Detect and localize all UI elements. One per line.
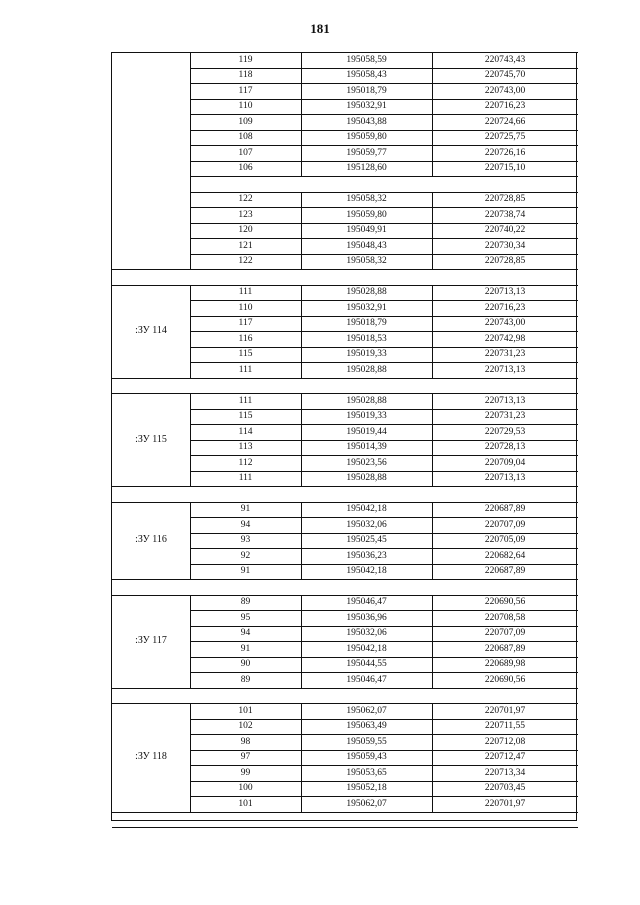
point-number-cell: 115 <box>238 349 253 359</box>
point-number-cell: 111 <box>238 364 253 375</box>
land-plot-label: :ЗУ 118 <box>135 751 167 763</box>
column-rule <box>432 393 433 486</box>
group-rule <box>112 269 578 270</box>
x-coordinate-cell: 195053,65 <box>346 767 387 778</box>
y-coordinate-cell: 220682,64 <box>484 550 526 561</box>
y-coordinate-cell: 220740,22 <box>484 225 526 235</box>
x-coordinate-cell: 195042,18 <box>346 643 387 654</box>
y-coordinate-cell: 220731,23 <box>484 349 526 359</box>
column-rule <box>432 502 433 580</box>
column-rule <box>301 285 302 378</box>
column-rule <box>301 52 302 176</box>
column-rule <box>301 502 302 580</box>
x-coordinate-cell: 195032,91 <box>346 101 387 111</box>
group-rule <box>112 579 578 580</box>
y-coordinate-cell: 220713,13 <box>484 364 526 375</box>
x-coordinate-cell: 195028,88 <box>346 473 387 483</box>
point-number-cell: 123 <box>238 209 253 220</box>
point-number-cell: 99 <box>240 767 251 778</box>
y-coordinate-cell: 220724,66 <box>484 116 526 127</box>
x-coordinate-cell: 195059,43 <box>346 752 387 762</box>
x-coordinate-cell: 195128,60 <box>346 163 387 173</box>
column-rule <box>301 595 302 688</box>
y-coordinate-cell: 220743,00 <box>484 318 526 328</box>
x-coordinate-cell: 195023,56 <box>346 457 387 468</box>
point-number-cell: 91 <box>240 643 251 654</box>
x-coordinate-cell: 195063,49 <box>346 721 387 731</box>
y-coordinate-cell: 220703,45 <box>484 783 526 793</box>
point-number-cell: 113 <box>238 442 253 452</box>
x-coordinate-cell: 195062,07 <box>346 798 387 809</box>
x-coordinate-cell: 195019,44 <box>346 426 387 437</box>
y-coordinate-cell: 220713,13 <box>484 395 526 406</box>
point-number-cell: 120 <box>238 225 253 235</box>
column-rule <box>190 502 191 580</box>
group-rule <box>112 688 578 689</box>
y-coordinate-cell: 220728,13 <box>484 442 526 452</box>
y-coordinate-cell: 220701,97 <box>484 705 526 716</box>
x-coordinate-cell: 195042,18 <box>346 566 387 576</box>
y-coordinate-cell: 220743,43 <box>484 54 526 65</box>
column-rule <box>301 393 302 486</box>
x-coordinate-cell: 195058,43 <box>346 70 387 80</box>
x-coordinate-cell: 195025,45 <box>346 535 387 545</box>
x-coordinate-cell: 195032,06 <box>346 519 387 530</box>
x-coordinate-cell: 195019,33 <box>346 411 387 421</box>
y-coordinate-cell: 220742,98 <box>484 333 526 344</box>
column-rule <box>190 285 191 378</box>
x-coordinate-cell: 195058,32 <box>346 194 387 204</box>
column-rule <box>432 192 433 270</box>
point-number-cell: 122 <box>238 256 253 266</box>
point-number-cell: 101 <box>238 798 253 809</box>
column-rule <box>190 595 191 688</box>
y-coordinate-cell: 220743,00 <box>484 85 526 96</box>
x-coordinate-cell: 195014,39 <box>346 442 387 452</box>
y-coordinate-cell: 220713,13 <box>484 287 526 297</box>
y-coordinate-cell: 220711,55 <box>484 721 526 731</box>
column-rule <box>190 393 191 486</box>
y-coordinate-cell: 220713,13 <box>484 473 526 483</box>
point-number-cell: 89 <box>240 674 251 685</box>
x-coordinate-cell: 195036,96 <box>346 612 387 623</box>
column-rule <box>432 703 433 812</box>
group-rule <box>112 812 578 813</box>
y-coordinate-cell: 220730,34 <box>484 240 526 251</box>
point-number-cell: 119 <box>238 54 253 65</box>
point-number-cell: 92 <box>240 550 251 561</box>
point-number-cell: 109 <box>238 116 253 127</box>
group-rule <box>112 486 578 487</box>
y-coordinate-cell: 220707,09 <box>484 519 526 530</box>
land-plot-label: :ЗУ 115 <box>135 433 167 445</box>
group-rule <box>112 378 578 379</box>
y-coordinate-cell: 220687,89 <box>484 566 526 576</box>
land-plot-label: :ЗУ 114 <box>135 325 167 336</box>
x-coordinate-cell: 195062,07 <box>346 705 387 716</box>
y-coordinate-cell: 220701,97 <box>484 798 526 809</box>
y-coordinate-cell: 220687,89 <box>484 504 526 514</box>
y-coordinate-cell: 220716,23 <box>484 101 526 111</box>
point-number-cell: 97 <box>240 752 251 762</box>
y-coordinate-cell: 220725,75 <box>484 132 526 142</box>
point-number-cell: 117 <box>238 318 253 328</box>
page-number: 181 <box>310 21 330 36</box>
column-rule <box>190 703 191 812</box>
point-number-cell: 121 <box>238 240 253 251</box>
x-coordinate-cell: 195028,88 <box>346 287 387 297</box>
column-rule <box>190 52 191 269</box>
point-number-cell: 112 <box>238 457 253 468</box>
x-coordinate-cell: 195059,80 <box>346 209 387 220</box>
x-coordinate-cell: 195052,18 <box>346 783 387 793</box>
y-coordinate-cell: 220716,23 <box>484 302 526 313</box>
y-coordinate-cell: 220728,85 <box>484 256 526 266</box>
y-coordinate-cell: 220689,98 <box>484 659 526 669</box>
x-coordinate-cell: 195049,91 <box>346 225 387 235</box>
point-number-cell: 122 <box>238 194 253 204</box>
block-separator-rule <box>190 176 578 177</box>
y-coordinate-cell: 220712,08 <box>484 736 526 747</box>
y-coordinate-cell: 220708,58 <box>484 612 526 623</box>
land-plot-label: :ЗУ 116 <box>135 534 167 546</box>
point-number-cell: 116 <box>238 333 253 344</box>
y-coordinate-cell: 220712,47 <box>484 752 526 762</box>
y-coordinate-cell: 220707,09 <box>484 628 526 638</box>
x-coordinate-cell: 195048,43 <box>346 240 387 251</box>
point-number-cell: 94 <box>240 628 251 638</box>
land-plot-label: :ЗУ 117 <box>135 635 167 646</box>
x-coordinate-cell: 195058,59 <box>346 54 387 65</box>
x-coordinate-cell: 195058,32 <box>346 256 387 266</box>
group-rule <box>112 827 578 828</box>
x-coordinate-cell: 195046,47 <box>346 597 387 607</box>
point-number-cell: 100 <box>238 783 253 793</box>
y-coordinate-cell: 220726,16 <box>484 147 526 158</box>
point-number-cell: 89 <box>240 597 251 607</box>
x-coordinate-cell: 195036,23 <box>346 550 387 561</box>
x-coordinate-cell: 195059,55 <box>346 736 387 747</box>
y-coordinate-cell: 220745,70 <box>484 70 526 80</box>
x-coordinate-cell: 195059,77 <box>346 147 387 158</box>
point-number-cell: 90 <box>240 659 251 669</box>
point-number-cell: 93 <box>240 535 251 545</box>
y-coordinate-cell: 220728,85 <box>484 194 526 204</box>
x-coordinate-cell: 195019,33 <box>346 349 387 359</box>
point-number-cell: 111 <box>238 395 253 406</box>
x-coordinate-cell: 195043,88 <box>346 116 387 127</box>
point-number-cell: 111 <box>238 473 253 483</box>
point-number-cell: 118 <box>238 70 253 80</box>
point-number-cell: 102 <box>238 721 253 731</box>
y-coordinate-cell: 220713,34 <box>484 767 526 778</box>
x-coordinate-cell: 195032,91 <box>346 302 387 313</box>
point-number-cell: 117 <box>238 85 253 96</box>
x-coordinate-cell: 195059,80 <box>346 132 387 142</box>
x-coordinate-cell: 195018,53 <box>346 333 387 344</box>
column-rule <box>432 595 433 688</box>
point-number-cell: 106 <box>238 163 253 173</box>
y-coordinate-cell: 220690,56 <box>484 674 526 685</box>
x-coordinate-cell: 195046,47 <box>346 674 387 685</box>
x-coordinate-cell: 195018,79 <box>346 318 387 328</box>
y-coordinate-cell: 220731,23 <box>484 411 526 421</box>
x-coordinate-cell: 195042,18 <box>346 504 387 514</box>
point-number-cell: 94 <box>240 519 251 530</box>
column-rule <box>432 285 433 378</box>
y-coordinate-cell: 220690,56 <box>484 597 526 607</box>
x-coordinate-cell: 195032,06 <box>346 628 387 638</box>
column-rule <box>301 703 302 812</box>
x-coordinate-cell: 195028,88 <box>346 395 387 406</box>
column-rule <box>432 52 433 176</box>
point-number-cell: 95 <box>240 612 251 623</box>
point-number-cell: 115 <box>238 411 253 421</box>
point-number-cell: 91 <box>240 504 251 514</box>
point-number-cell: 107 <box>238 147 253 158</box>
point-number-cell: 114 <box>238 426 253 437</box>
x-coordinate-cell: 195044,55 <box>346 659 387 669</box>
point-number-cell: 101 <box>238 705 253 716</box>
y-coordinate-cell: 220738,74 <box>484 209 526 220</box>
y-coordinate-cell: 220709,04 <box>484 457 526 468</box>
point-number-cell: 108 <box>238 132 253 142</box>
point-number-cell: 110 <box>238 302 253 313</box>
coordinates-table <box>111 52 577 821</box>
y-coordinate-cell: 220715,10 <box>484 163 526 173</box>
y-coordinate-cell: 220705,09 <box>484 535 526 545</box>
x-coordinate-cell: 195028,88 <box>346 364 387 375</box>
column-rule <box>301 192 302 270</box>
point-number-cell: 110 <box>238 101 253 111</box>
point-number-cell: 98 <box>240 736 251 747</box>
point-number-cell: 91 <box>240 566 251 576</box>
x-coordinate-cell: 195018,79 <box>346 85 387 96</box>
y-coordinate-cell: 220687,89 <box>484 643 526 654</box>
point-number-cell: 111 <box>238 287 253 297</box>
y-coordinate-cell: 220729,53 <box>484 426 526 437</box>
